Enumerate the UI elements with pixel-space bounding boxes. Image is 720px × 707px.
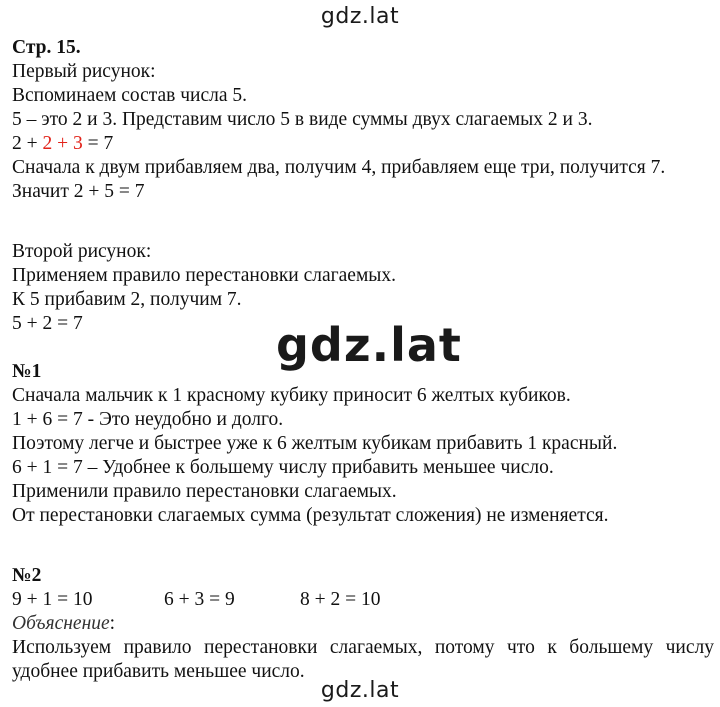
task2-equations xyxy=(12,588,714,612)
spacer xyxy=(12,204,714,228)
explanation-text: Используем правило перестановки слагаемых, потому что к большему числу удобнее прибавить меньшее число. xyxy=(12,637,714,682)
part1-line: Вспоминаем состав числа 5. xyxy=(12,85,248,106)
watermark-bottom: gdz.lat xyxy=(320,678,400,703)
expression-end: = 7 xyxy=(82,133,114,154)
expression-start: 2 + xyxy=(12,133,43,154)
page-heading: Стр. 15. xyxy=(12,37,81,58)
spacer xyxy=(12,528,714,552)
task1-line: 1 + 6 = 7 - Это неудобно и долго. xyxy=(12,409,284,430)
part1-line: 5 – это 2 и 3. Представим число 5 в виде суммы двух слагаемых 2 и 3. xyxy=(12,109,593,130)
task1-line: 6 + 1 = 7 – Удобнее к большему числу прибавить меньшее число. xyxy=(12,457,554,478)
explanation-label-line xyxy=(12,612,714,636)
part1-line: Сначала к двум прибавляем два, получим 4, прибавляем еще три, получится 7. xyxy=(12,157,666,178)
watermark-middle: gdz.lat xyxy=(276,318,462,372)
task1-line: Поэтому легче и быстрее уже к 6 желтым кубикам прибавить 1 красный. xyxy=(12,433,618,454)
part2-line: К 5 прибавим 2, получим 7. xyxy=(12,289,242,310)
task1-line: От перестановки слагаемых сумма (результат сложения) не изменяется. xyxy=(12,505,609,526)
task1-line: Сначала мальчик к 1 красному кубику приносит 6 желтых кубиков. xyxy=(12,385,571,406)
task1-line: Применили правило перестановки слагаемых. xyxy=(12,481,397,502)
part2-title: Второй рисунок: xyxy=(12,241,152,262)
part2-line: Применяем правило перестановки слагаемых. xyxy=(12,265,397,286)
explanation-label: Объяснение xyxy=(12,613,110,634)
part1-title: Первый рисунок: xyxy=(12,61,156,82)
task2-heading: №2 xyxy=(12,565,42,586)
equation: 9 + 1 = 10 xyxy=(12,589,93,610)
explanation-colon: : xyxy=(109,613,116,634)
task1-heading: №1 xyxy=(12,361,42,382)
expression-highlight: 2 + 3 xyxy=(42,133,83,154)
part2-line: 5 + 2 = 7 xyxy=(12,313,83,334)
watermark-top: gdz.lat xyxy=(320,4,400,29)
spacer xyxy=(12,552,714,564)
part1-line: Значит 2 + 5 = 7 xyxy=(12,181,145,202)
part1-expression xyxy=(12,132,714,156)
spacer xyxy=(12,228,714,240)
equation: 8 + 2 = 10 xyxy=(300,589,381,610)
equation: 6 + 3 = 9 xyxy=(164,589,235,610)
